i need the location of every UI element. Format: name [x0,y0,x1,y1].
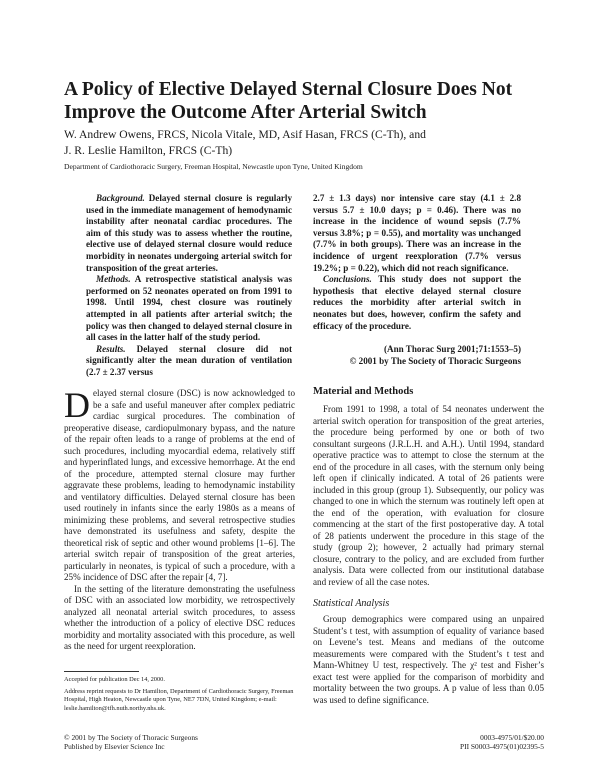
body-right-column [313,383,544,706]
author-list [64,127,544,159]
abstract-conclusions: This study does not support the hypothesis that elective delayed sternal closure reduces the morbidity after arterial switch in neonates but does, however, confirm the safety and efficacy of the procedure. [313,274,522,331]
methods-paragraph: From 1991 to 1998, a total of 54 neonates underwent the arterial switch operation for transposition of the great arteries, the procedure being performed by one or both of two consultant surgeons (J.R.L.H. and A.H.). Until 1994, standard operative practice was to attempt to close the sternum at the end of the procedure in all cases, with the sternum only being left open if clinically indicated. A total of 26 patients were included in this group (group 1). Subsequently, our policy was changed to one in which the sternum was routinely left open at the end of the operation, with evaluation for closure commencing at the start of the first postoperative day. A total of 28 patients underwent the procedure in this stage of the study (group 2); however, 2 actually had primary sternal closure, contrary to the policy, and are excluded from further analysis. Data were collected from our institutional database and review of all the case notes. [313,404,544,587]
intro-paragraph-2: In the setting of the literature demonstrating the usefulness of DSC with an associated low morbidity, we retrospectively analyzed all neonatal arterial switch procedures, to assess whether the introduction of a policy of elective DSC reduces morbidity and mortality associated with this procedure, as well as the need for urgent reexploration. [64,583,295,651]
body-left-column [64,385,295,653]
article-title: A Policy of Elective Delayed Sternal Closure Does Not Improve the Outcome After Arterial Switch [64,79,513,123]
subsection-heading-statistics: Statistical Analysis [313,598,390,609]
abstract-background: Delayed sternal closure is regularly used in the immediate management of hemodynamic instability after neonatal cardiac procedures. The aim of this study was to assess whether the routine, elective use of delayed sternal closure would reduce morbidity in neonates undergoing arterial switch for transposition of the great arteries. [86,193,292,273]
intro-paragraph-1: elayed sternal closure (DSC) is now acknowledged to be a safe and useful maneuver after complex pediatric cardiac surgical procedures. The combination of preoperative disease, cardiopulmonary bypass, and the nature of the repair often leads to a range of problems at the end of such procedures, including myocardial edema, relatively stiff and hyperinflated lungs, and excessive hemorrhage. At the end of the procedure, attempted sternal closure may further aggravate these problems, leading to hemodynamic instability and ventilatory difficulties. Delayed sternal closure has been used routinely in infants since the early 1980s as a means of minimizing these problems, and several retrospective studies have demonstrated its usefulness and safety, despite the theoretical risk of septic and other wound problems [1–6]. The arterial switch repair of transposition of the great arteries, particularly in neonates, is typical of such a procedure, with a 25% incidence of DSC after the repair [4, 7]. [64,388,295,582]
author-line-2: J. R. Leslie Hamilton, FRCS (C-Th) [64,144,233,157]
section-heading-methods: Material and Methods [313,386,414,397]
statistics-paragraph: Group demographics were compared using an unpaired Student’s t test, with assumption of equality of variance based on Levene’s test. Means and medians of the outcome measurements were compared with the Student’s t test and Mann-Whitney U test, respectively. The χ² test and Fisher’s exact test were applied for the comparison of morbidity and mortality between the two groups. A p value of less than 0.05 was used to define significance. [313,614,544,705]
abstract-methods: A retrospective statistical analysis was performed on 52 neonates operated on from 1991 to 1998. Until 1994, chest closure was routinely attempted in all patients after arterial switch; the policy was then changed to delayed sternal closure in all cases in the latter half of the study period. [86,274,292,343]
footnote-divider [64,671,139,672]
footer-pii: PII S0003-4975(01)02395-5 [460,742,544,751]
abstract-copyright: © 2001 by The Society of Thoracic Surgeons [349,355,521,366]
abstract-results-part2: 2.7 ± 1.3 days) nor intensive care stay (4.1 ± 2.8 versus 5.7 ± 10.0 days; p = 0.46). There was no increase in the incidence of wound sepsis (7.7% versus 3.8%; p = 0.55), and mortality was unchanged (7.7% in both groups). There was an increase in the incidence of urgent reexploration (7.7% versus 19.2%; p = 0.22), which did not reach significance. [313,193,521,273]
abstract-left-column [86,193,292,379]
footer-issn: 0003-4975/01/$20.00 [480,733,544,742]
footer-publisher [64,733,198,751]
abstract-right-column [313,193,521,367]
abstract-background-label: Background. [96,193,145,203]
abstract-conclusions-label: Conclusions. [323,274,372,285]
footer-publisher-name: Published by Elsevier Science Inc [64,742,165,751]
abstract-results-label: Results. [96,343,126,354]
footer-identifiers [460,733,544,751]
footnotes [64,676,296,716]
affiliation: Department of Cardiothoracic Surgery, Freeman Hospital, Newcastle upon Tyne, United Kingdom [64,162,363,171]
footnote-address: Address reprint requests to Dr Hamilton, Department of Cardiothoracic Surgery, Freeman Hospital, High Heaton, Newcastle upon Tyne, NE7 7DN, United Kingdom; e-mail: leslie.hamilton@tfh.nuth.northy.nhs.uk. [64,687,294,712]
journal-citation: (Ann Thorac Surg 2001;71:1553–5) [383,344,521,355]
author-line-1: W. Andrew Owens, FRCS, Nicola Vitale, MD, Asif Hasan, FRCS (C-Th), and [64,128,426,141]
abstract-results-part1: Delayed sternal closure did not significantly alter the mean duration of ventilation (2.7 ± 2.37 versus [86,343,292,377]
footer-copyright: © 2001 by The Society of Thoracic Surgeons [64,733,198,742]
drop-cap: D [64,385,90,425]
abstract-methods-label: Methods. [96,274,131,285]
footnote-accepted: Accepted for publication Dec 14, 2000. [64,676,165,683]
